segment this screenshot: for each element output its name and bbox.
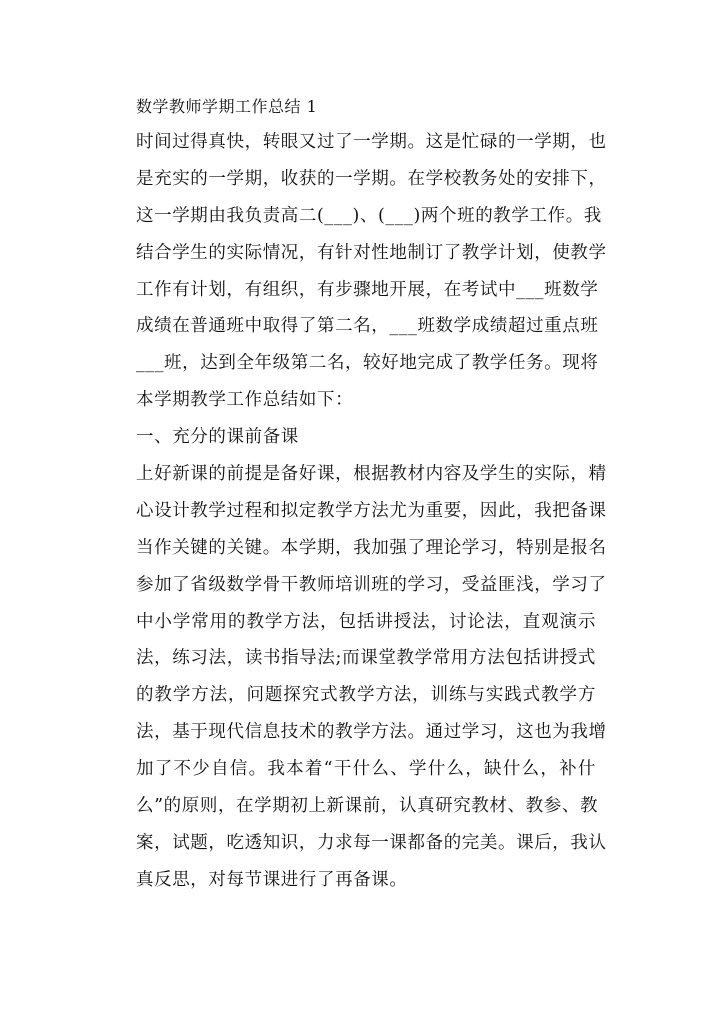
text-line: 结合学生的实际情况，有针对性地制订了教学计划，使教学: [136, 242, 607, 263]
text-line: 的教学方法，问题探究式教学方法，训练与实践式教学方: [136, 685, 596, 706]
text-line: 真反思，对每节课进行了再备课。: [136, 869, 408, 890]
text-line: 是充实的一学期，收获的一学期。在学校教务处的安排下，: [136, 168, 607, 189]
document-title: 数学教师学期工作总结 1: [136, 97, 318, 116]
text-line: ___班，达到全年级第二名，较好地完成了教学任务。现将: [136, 353, 599, 374]
text-line: 么”的原则，在学期初上新课前，认真研究教材、教参、教: [136, 796, 599, 817]
text-line: 参加了省级数学骨干教师培训班的学习，受益匪浅，学习了: [136, 574, 607, 595]
text-line: 本学期教学工作总结如下：: [136, 390, 354, 411]
document-body: [136, 130, 607, 905]
text-line: 法，基于现代信息技术的教学方法。通过学习，这也为我增: [136, 722, 607, 743]
text-line: 加了不少自信。我本着“干什么、学什么，缺什么，补什: [136, 759, 596, 780]
text-line: 当作关键的关键。本学期，我加强了理论学习，特别是报名: [136, 537, 607, 558]
text-line: 中小学常用的教学方法，包括讲授法，讨论法，直观演示: [136, 611, 596, 632]
text-line: 这一学期由我负责高二(___)、(___)两个班的教学工作。我: [136, 205, 602, 226]
text-line: 案，试题，吃透知识，力求每一课都备的完美。课后，我认: [136, 832, 607, 853]
text-line: 上好新课的前提是备好课，根据教材内容及学生的实际，精: [136, 464, 607, 485]
text-line: 时间过得真快，转眼又过了一学期。这是忙碌的一学期，也: [136, 132, 607, 152]
text-line: 法，练习法，读书指导法;而课堂教学常用方法包括讲授式: [136, 648, 596, 669]
text-line: 成绩在普通班中取得了第二名，___班数学成绩超过重点班: [136, 316, 599, 337]
text-line: 心设计教学过程和拟定教学方法尤为重要，因此，我把备课: [136, 500, 607, 521]
section-heading: 一、充分的课前备课: [136, 427, 299, 448]
text-line: 工作有计划，有组织，有步骤地开展，在考试中___班数学: [136, 279, 599, 300]
